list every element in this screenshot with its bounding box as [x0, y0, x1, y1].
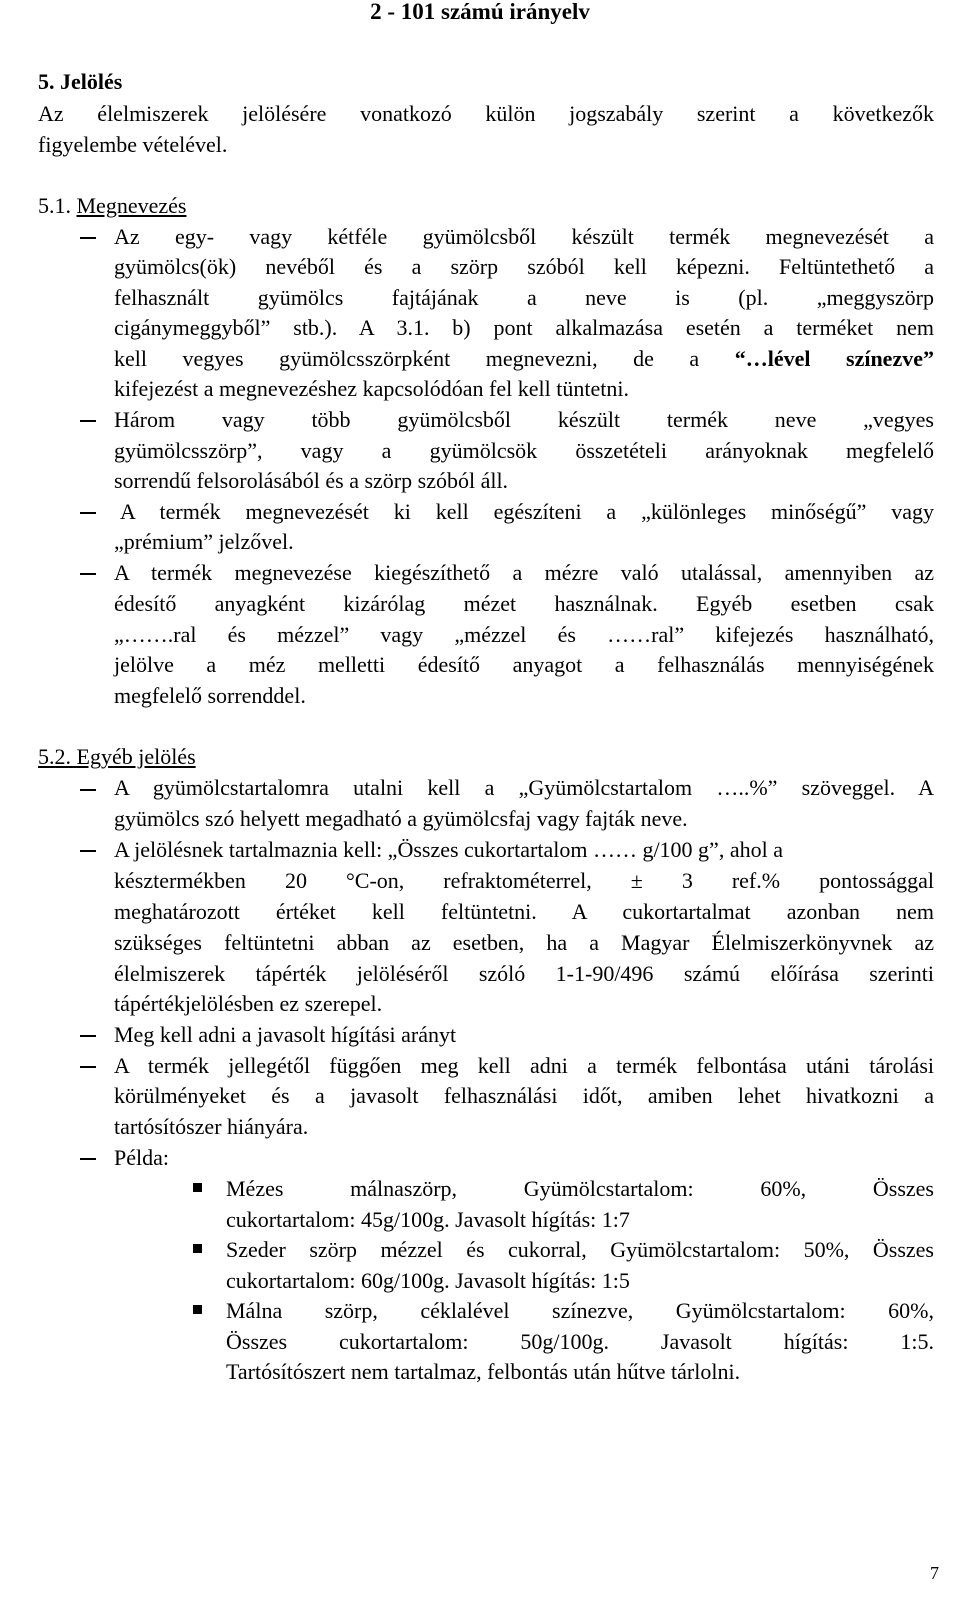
section-5-2-heading — [38, 742, 196, 772]
example-3-line-3: Tartósítószert nem tartalmaz, felbontás után hűtve tárlolni. — [226, 1359, 741, 1384]
bullet-5-2-b-line-4: szükséges feltüntetni abban az esetben, ha a Magyar Élelmiszerkönyvnek az — [114, 930, 934, 955]
bullet-5-1-d-line-5: megfelelő sorrenddel. — [114, 683, 306, 708]
bullet-5-1-c-line-2: „prémium” jelzővel. — [114, 529, 294, 554]
bullet-5-1-b-line-3: sorrendű felsorolásából és a szörp szóból áll. — [114, 468, 509, 493]
bullet-5-1-a-line-5 — [114, 344, 934, 374]
bullet-5-2-b-line-5: élelmiszerek tápérték jelöléséről szóló 1-1-90/496 számú előírása szerinti — [114, 961, 934, 986]
dash-bullet — [80, 1158, 96, 1160]
bullet-5-2-b-line-1: A jelölésnek tartalmaznia kell: „Összes cukortartalom …… g/100 g”, ahol a — [114, 837, 783, 862]
section-5-1-heading — [38, 191, 186, 221]
section-5-1-number: 5.1. — [38, 193, 71, 218]
bullet-5-2-c-line-1: Meg kell adni a javasolt hígítási arányt — [114, 1022, 457, 1047]
bullet-5-1-b-line-1: Három vagy több gyümölcsből készült termék neve „vegyes — [114, 407, 934, 432]
example-1-line-2: cukortartalom: 45g/100g. Javasolt hígítás: 1:7 — [226, 1207, 630, 1232]
bullet-5-2-e-label: Példa: — [114, 1145, 169, 1170]
dash-bullet — [80, 512, 96, 514]
dash-bullet — [80, 850, 96, 852]
example-2-line-2: cukortartalom: 60g/100g. Javasolt hígítás: 1:5 — [226, 1268, 630, 1293]
dash-bullet — [80, 1066, 96, 1068]
bullet-5-2-d-line-3: tartósítószer hiányára. — [114, 1114, 309, 1139]
bullet-5-1-d-line-4: jelölve a méz melletti édesítő anyagot a felhasználás mennyiségének — [114, 652, 934, 677]
square-bullet-icon — [193, 1305, 202, 1314]
dash-bullet — [80, 237, 96, 239]
dash-bullet — [80, 573, 96, 575]
example-1-line-1: Mézes málnaszörp, Gyümölcstartalom: 60%, Összes — [226, 1176, 934, 1201]
bullet-5-1-a-line-1: Az egy- vagy kétféle gyümölcsből készült termék megnevezését a — [114, 224, 934, 249]
section-5-heading: 5. Jelölés — [38, 69, 123, 94]
bullet-5-2-b-line-2: késztermékben 20 °C-on, refraktométerrel, ± 3 ref.% pontossággal — [114, 868, 934, 893]
section-5-2-number: 5.2. — [38, 744, 71, 769]
section-5-2-title: Egyéb jelölés — [76, 744, 196, 769]
example-3-line-1: Málna szörp, céklalével színezve, Gyümölcstartalom: 60%, — [226, 1298, 934, 1323]
bullet-5-2-a-line-2: gyümölcs szó helyett megadható a gyümölcsfaj vagy fajták neve. — [114, 806, 688, 831]
bullet-5-1-c-line-1: A termék megnevezését ki kell egészíteni a „különleges minőségű” vagy — [120, 499, 934, 524]
bullet-5-2-d-line-1: A termék jellegétől függően meg kell adni a termék felbontása utáni tárolási — [114, 1053, 934, 1078]
bullet-5-2-d-line-2: körülményeket és a javasolt felhasználási időt, amiben lehet hivatkozni a — [114, 1083, 934, 1108]
bullet-5-1-a-line-5-text: kell vegyes gyümölcsszörpként megnevezni, de a — [114, 346, 735, 371]
section-5-intro-line-2: figyelembe vételével. — [38, 132, 228, 157]
bullet-5-1-a-line-3: felhasznált gyümölcs fajtájának a neve is (pl. „meggyszörp — [114, 285, 934, 310]
bullet-5-1-d-line-2: édesítő anyagként kizárólag mézet használnak. Egyéb esetben csak — [114, 591, 934, 616]
example-2-line-1: Szeder szörp mézzel és cukorral, Gyümölcstartalom: 50%, Összes — [226, 1237, 934, 1262]
square-bullet-icon — [193, 1183, 202, 1192]
section-5-1-title: Megnevezés — [76, 193, 187, 218]
dash-bullet — [80, 789, 96, 791]
bullet-5-2-b-line-3: meghatározott értéket kell feltüntetni. A cukortartalmat azonban nem — [114, 899, 934, 924]
bullet-5-1-a-line-5-bold: “…lével színezve” — [734, 346, 934, 371]
dash-bullet — [80, 420, 96, 422]
bullet-5-1-a-line-2: gyümölcs(ök) nevéből és a szörp szóból kell képezni. Feltüntethető a — [114, 254, 934, 279]
dash-bullet — [80, 1035, 96, 1037]
bullet-5-1-b-line-2: gyümölcsszörp”, vagy a gyümölcsök összetételi arányoknak megfelelő — [114, 438, 934, 463]
document-title: 2 - 101 számú irányelv — [370, 0, 590, 24]
example-3-line-2: Összes cukortartalom: 50g/100g. Javasolt hígítás: 1:5. — [226, 1329, 934, 1354]
page-number: 7 — [930, 1563, 939, 1583]
section-5-intro-line-1: Az élelmiszerek jelölésére vonatkozó külön jogszabály szerint a következők — [38, 101, 934, 126]
bullet-5-2-a-line-1: A gyümölcstartalomra utalni kell a „Gyümölcstartalom …..%” szöveggel. A — [114, 775, 934, 800]
square-bullet-icon — [193, 1244, 202, 1253]
bullet-5-1-d-line-3: „…….ral és mézzel” vagy „mézzel és ……ral” kifejezés használható, — [114, 622, 934, 647]
bullet-5-1-a-line-4: cigánymeggyből” stb.). A 3.1. b) pont alkalmazása esetén a terméket nem — [114, 315, 934, 340]
bullet-5-1-d-line-1: A termék megnevezése kiegészíthető a mézre való utalással, amennyiben az — [114, 560, 934, 585]
bullet-5-2-b-line-6: tápértékjelölésben ez szerepel. — [114, 991, 383, 1016]
bullet-5-1-a-line-6: kifejezést a megnevezéshez kapcsolódóan fel kell tüntetni. — [114, 376, 629, 401]
